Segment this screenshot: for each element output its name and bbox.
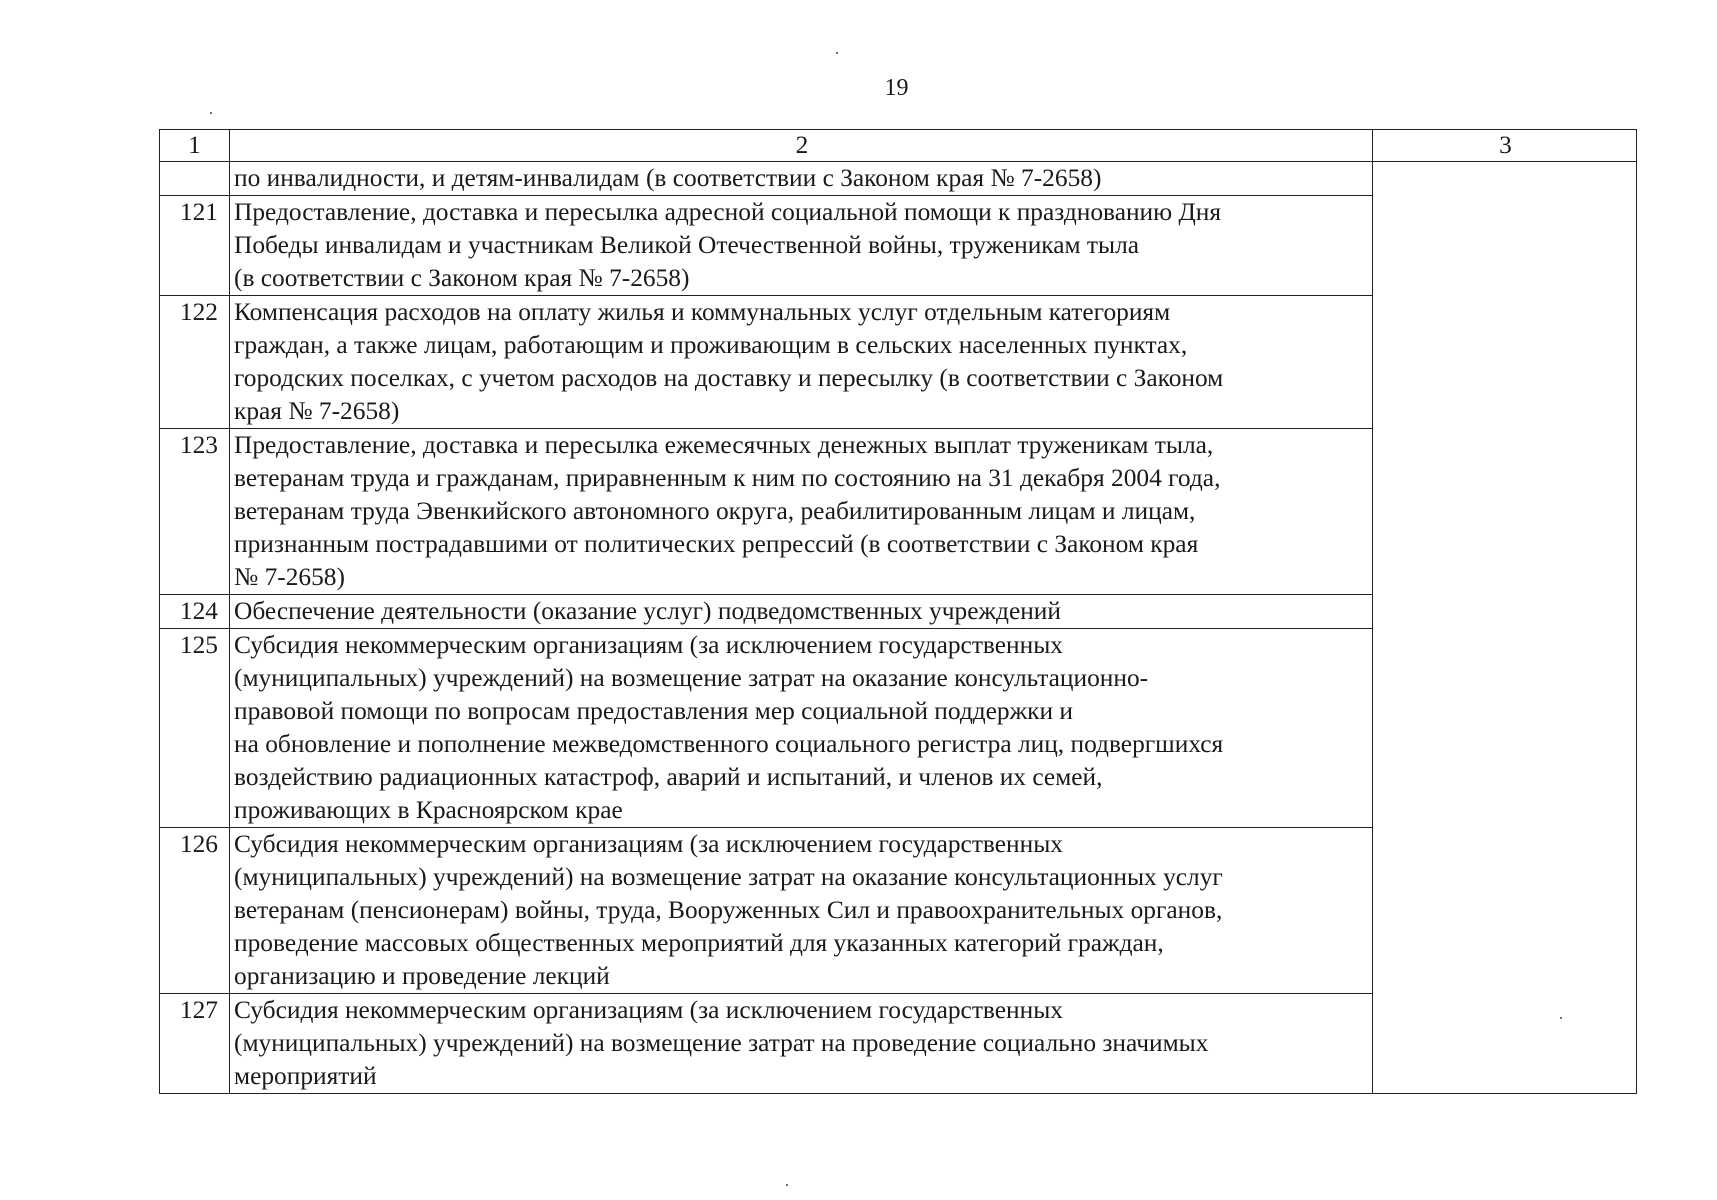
row-description: [230, 296, 1373, 429]
continuation-row: [160, 162, 1637, 196]
description-line: ветеранам труда Эвенкийского автономного округа, реабилитированным лицам и лицам,: [234, 497, 1196, 525]
row-number: 122: [160, 296, 230, 429]
row-number: 125: [160, 629, 230, 828]
description-line: Субсидия некоммерческим организациям (за исключением государственных: [234, 830, 1063, 858]
scan-speck: [1560, 1017, 1562, 1019]
budget-items-table: [159, 129, 1637, 1094]
description-line: Предоставление, доставка и пересылка ежемесячных денежных выплат труженикам тыла,: [234, 431, 1214, 459]
description-line: (муниципальных) учреждений) на возмещение затрат на оказание консультационных услуг: [234, 863, 1223, 891]
description-line: проведение массовых общественных мероприятий для указанных категорий граждан,: [234, 929, 1164, 957]
table-header-row: [160, 130, 1637, 162]
row-description: [230, 994, 1373, 1094]
description-line: мероприятий: [234, 1062, 377, 1090]
description-line: организацию и проведение лекций: [234, 962, 610, 990]
description-line: края № 7-2658): [234, 397, 400, 425]
description-line: Субсидия некоммерческим организациям (за исключением государственных: [234, 631, 1063, 659]
header-col-2: 2: [230, 130, 1373, 162]
continuation-num-cell: [160, 162, 230, 196]
description-line: городских поселках, с учетом расходов на доставку и пересылку (в соответствии с Законом: [234, 364, 1224, 392]
description-line: Предоставление, доставка и пересылка адресной социальной помощи к празднованию Дня: [234, 198, 1222, 226]
description-line: на обновление и пополнение межведомственного социального регистра лиц, подвергшихся: [234, 730, 1224, 758]
description-line: (муниципальных) учреждений) на возмещение затрат на оказание консультационно-: [234, 664, 1149, 692]
row-number: 121: [160, 196, 230, 296]
row-number: 124: [160, 595, 230, 629]
description-line: Субсидия некоммерческим организациям (за исключением государственных: [234, 996, 1063, 1024]
scan-speck: [210, 112, 212, 114]
description-line: граждан, а также лицам, работающим и проживающим в сельских населенных пунктах,: [234, 331, 1188, 359]
page-number: 19: [884, 75, 909, 101]
description-line: (в соответствии с Законом края № 7-2658): [234, 264, 690, 292]
description-line: Обеспечение деятельности (оказание услуг) подведомственных учреждений: [234, 597, 1061, 625]
header-col-1: 1: [160, 130, 230, 162]
row-description: [230, 196, 1373, 296]
row-description: [230, 595, 1373, 629]
description-line: Победы инвалидам и участникам Великой Отечественной войны, труженикам тыла: [234, 231, 1140, 259]
continuation-text: по инвалидности, и детям-инвалидам (в соответствии с Законом края № 7-2658): [230, 162, 1373, 196]
row-number: 126: [160, 828, 230, 994]
row-description: [230, 429, 1373, 595]
description-line: Компенсация расходов на оплату жилья и коммунальных услуг отдельным категориям: [234, 298, 1171, 326]
description-line: ветеранам труда и гражданам, приравненным к ним по состоянию на 31 декабря 2004 года,: [234, 464, 1221, 492]
description-line: (муниципальных) учреждений) на возмещение затрат на проведение социально значимых: [234, 1029, 1209, 1057]
row-number: 127: [160, 994, 230, 1094]
scan-speck: [836, 52, 838, 54]
row-description: [230, 629, 1373, 828]
description-line: ветеранам (пенсионерам) войны, труда, Вооруженных Сил и правоохранительных органов,: [234, 896, 1223, 924]
description-line: признанным пострадавшими от политических репрессий (в соответствии с Законом края: [234, 530, 1199, 558]
description-line: проживающих в Красноярском крае: [234, 796, 623, 824]
column-3-cell: [1373, 162, 1637, 1094]
scan-speck: [786, 1184, 788, 1186]
row-number: 123: [160, 429, 230, 595]
row-description: [230, 828, 1373, 994]
description-line: правовой помощи по вопросам предоставления мер социальной поддержки и: [234, 697, 1074, 725]
description-line: № 7-2658): [234, 563, 345, 591]
description-line: воздействию радиационных катастроф, аварий и испытаний, и членов их семей,: [234, 763, 1103, 791]
header-col-3: 3: [1373, 130, 1637, 162]
